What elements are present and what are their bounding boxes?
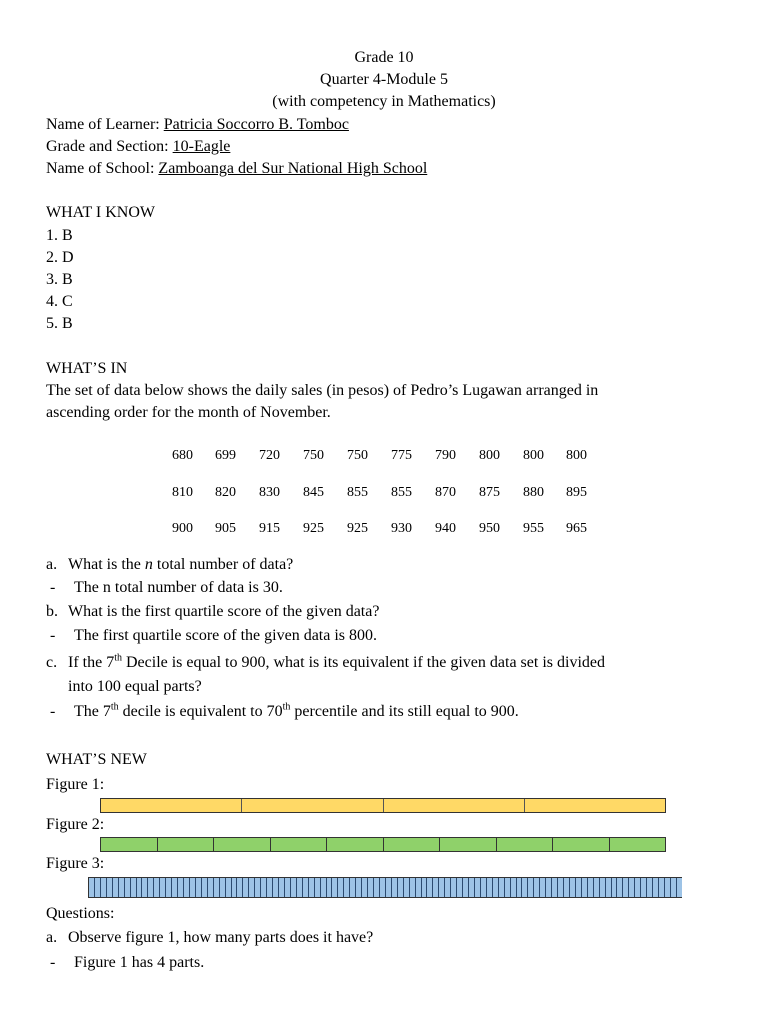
question-c-text-part: Decile is equal to 900, what is its equivalent if the given data set is divided <box>121 654 605 671</box>
learner-value: Patricia Soccorro B. Tomboc <box>163 116 349 133</box>
whats-in-intro-line-1: The set of data below shows the daily sales (in pesos) of Pedro’s Lugawan arranged in <box>46 382 599 399</box>
bar-segment <box>384 838 441 851</box>
section-value: 10-Eagle <box>172 138 231 155</box>
data-cell: 790 <box>435 448 456 463</box>
data-cell: 810 <box>172 485 193 500</box>
school-value: Zamboanga del Sur National High School <box>158 160 428 177</box>
questions-heading: Questions: <box>46 905 115 922</box>
bar-segment <box>101 838 158 851</box>
section-label: Grade and Section: <box>46 138 173 155</box>
bar-segment <box>497 838 554 851</box>
answer-part: percentile and its still equal to 900. <box>290 703 519 720</box>
answer-part: decile is equivalent to 70 <box>118 703 283 720</box>
question-b-text: What is the first quartile score of the given data? <box>68 603 380 620</box>
figure-1-bar <box>100 798 666 813</box>
question-c-answer <box>74 701 519 723</box>
figure-2-label: Figure 2: <box>46 816 105 833</box>
bar-segment <box>271 838 328 851</box>
data-cell: 870 <box>435 485 456 500</box>
what-i-know-heading: WHAT I KNOW <box>46 204 156 221</box>
bar-segment <box>525 799 665 812</box>
data-cell: 915 <box>259 521 280 536</box>
bar-segment <box>101 799 242 812</box>
data-cell: 955 <box>523 521 544 536</box>
grade-section-row <box>46 136 230 158</box>
question-a-text-n: n <box>144 556 153 573</box>
data-cell: 855 <box>347 485 368 500</box>
data-cell: 855 <box>391 485 412 500</box>
data-cell: 775 <box>391 448 412 463</box>
answer-dash: - <box>50 579 56 596</box>
answer-item: 5. B <box>46 315 73 332</box>
data-cell: 845 <box>303 485 324 500</box>
ordinal-suffix: th <box>114 652 122 664</box>
answer-part: The 7 <box>74 703 111 720</box>
question-a-answer: The n total number of data is 30. <box>74 579 283 596</box>
data-cell: 875 <box>479 485 500 500</box>
bar-segment <box>610 838 666 851</box>
data-cell: 905 <box>215 521 236 536</box>
data-cell: 800 <box>566 448 587 463</box>
figure-1-label: Figure 1: <box>46 776 105 793</box>
school-label: Name of School: <box>46 160 159 177</box>
learner-label: Name of Learner: <box>46 116 164 133</box>
bar-segment <box>440 838 497 851</box>
learner-name-row <box>46 114 349 136</box>
ordinal-suffix: th <box>282 701 291 713</box>
new-question-a-letter: a. <box>46 929 58 946</box>
answer-dash: - <box>50 954 56 971</box>
data-cell: 720 <box>259 448 280 463</box>
data-cell: 820 <box>215 485 236 500</box>
question-a-text-post: total number of data? <box>152 556 294 573</box>
answer-item: 2. D <box>46 249 74 266</box>
data-cell: 800 <box>479 448 500 463</box>
data-cell: 830 <box>259 485 280 500</box>
question-c-letter: c. <box>46 654 58 671</box>
school-row <box>46 158 427 180</box>
data-cell: 925 <box>347 521 368 536</box>
whats-in-intro-line-2: ascending order for the month of November. <box>46 404 331 421</box>
question-c-text-line-2: into 100 equal parts? <box>68 678 202 695</box>
data-cell: 680 <box>172 448 193 463</box>
data-cell: 940 <box>435 521 456 536</box>
question-c-text-part: If the 7 <box>68 654 115 671</box>
data-cell: 699 <box>215 448 236 463</box>
answer-dash: - <box>50 627 56 644</box>
answer-item: 1. B <box>46 227 73 244</box>
bar-segment <box>327 838 384 851</box>
data-cell: 900 <box>172 521 193 536</box>
question-b-answer: The first quartile score of the given data is 800. <box>74 627 378 644</box>
bar-segment <box>242 799 383 812</box>
doc-title-module: Quarter 4-Module 5 <box>320 71 448 88</box>
figure-2-bar <box>100 837 666 852</box>
data-cell: 965 <box>566 521 587 536</box>
data-cell: 750 <box>303 448 324 463</box>
answer-item: 3. B <box>46 271 73 288</box>
doc-title-competency: (with competency in Mathematics) <box>272 93 496 110</box>
question-a-text <box>68 554 293 576</box>
doc-title-grade: Grade 10 <box>354 49 414 66</box>
new-question-a-text: Observe figure 1, how many parts does it have? <box>68 929 374 946</box>
whats-in-heading: WHAT’S IN <box>46 360 128 377</box>
bar-segment <box>553 838 610 851</box>
answer-dash: - <box>50 703 56 720</box>
figure-3-bar <box>88 877 682 898</box>
data-cell: 880 <box>523 485 544 500</box>
data-cell: 800 <box>523 448 544 463</box>
whats-new-heading: WHAT’S NEW <box>46 751 147 768</box>
answer-item: 4. C <box>46 293 73 310</box>
bar-segment <box>158 838 215 851</box>
question-c-text-line-1 <box>68 652 605 674</box>
new-question-a-answer: Figure 1 has 4 parts. <box>74 954 205 971</box>
data-cell: 895 <box>566 485 587 500</box>
data-cell: 950 <box>479 521 500 536</box>
question-b-letter: b. <box>46 603 58 620</box>
bar-segment <box>677 878 682 897</box>
bar-segment <box>384 799 525 812</box>
bar-segment <box>214 838 271 851</box>
ordinal-suffix: th <box>110 701 119 713</box>
question-a-text-pre: What is the <box>68 556 145 573</box>
data-cell: 930 <box>391 521 412 536</box>
data-cell: 750 <box>347 448 368 463</box>
data-cell: 925 <box>303 521 324 536</box>
question-a-letter: a. <box>46 556 58 573</box>
figure-3-label: Figure 3: <box>46 855 105 872</box>
